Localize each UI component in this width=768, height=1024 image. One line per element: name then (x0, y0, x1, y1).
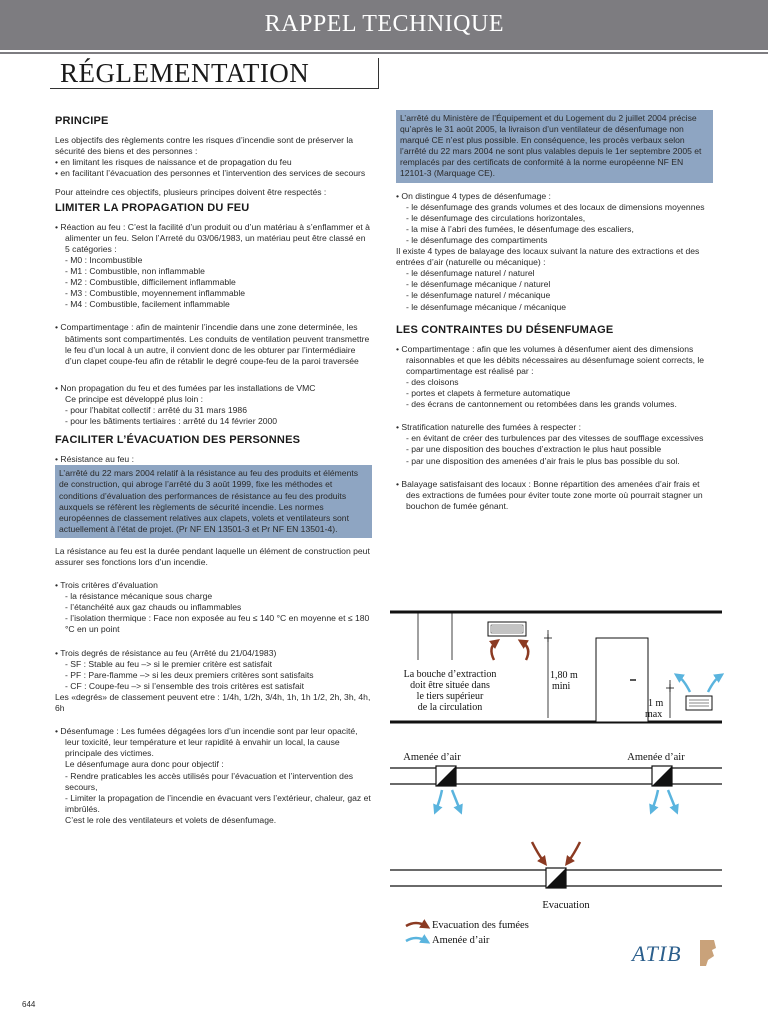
compartimentage: • Compartimentage : afin de maintenir l’incendie dans une zone determinée, les bâtiments sont compartimentés. Les conduits de ventilation peuvent transmettre le feu d’un local à un autre, il convient donc de les obturer par l’intermédiaire d’un clapet coupe-feu afin de rétablir le degré coupe-feu de la paroi traversée (55, 322, 370, 366)
air-arrow-right (708, 676, 720, 692)
section-title-faciliter: FACILITER L’ÉVACUATION DES PERSONNES (55, 434, 301, 447)
svg-text:de la circulation: de la circulation (417, 702, 483, 713)
header-title: RAPPEL TECHNIQUE (264, 11, 504, 37)
critere-item: - l’isolation thermique : Face non exposée au feu ≤ 140 °C en moyenne et ≤ 180 °C en un point (65, 613, 370, 635)
air-arrow-duct-left-b (452, 790, 460, 810)
balayage-item: - le désenfumage mécanique / mécanique (406, 301, 567, 312)
page-number: 644 (22, 1000, 36, 1009)
principe-outro: Pour atteindre ces objectifs, plusieurs principes doivent être respectés : (55, 187, 327, 198)
desenfumage-sub: - Rendre praticables les accès utilisés pour l’évacuation et l’intervention des secours, (65, 770, 354, 792)
air-inlet-grille-icon (686, 696, 712, 710)
types-title: • On distingue 4 types de désenfumage : (396, 190, 551, 201)
category-item: - M2 : Combustible, difficilement inflammable (65, 277, 236, 288)
smoke-arrow-evac-right (568, 842, 580, 862)
resistance-label: • Résistance au feu : (55, 454, 134, 465)
category-item: - M0 : Incombustible (65, 254, 143, 265)
contrainte-stratification: • Stratification naturelle des fumées à respecter : (396, 422, 582, 433)
degres-title: • Trois degrés de résistance au feu (Arrêté du 21/04/1983) (55, 647, 277, 658)
desenfumage-sub: Le désenfumage aura donc pour objectif : (65, 759, 224, 770)
duct-schematic (390, 752, 722, 911)
strat-sub: - par une disposition des amenées d’air frais le plus bas possible du sol. (406, 455, 680, 466)
section-title-contraintes: LES CONTRAINTES DU DÉSENFUMAGE (396, 323, 614, 336)
atib-logo (630, 938, 722, 968)
bouche-extraction-note (404, 669, 497, 713)
compart-sub: - portes et clapets à fermeture automatique (406, 388, 571, 399)
strat-sub: - par une disposition des bouches d’extraction le plus haut possible (406, 444, 662, 455)
header-rule (0, 52, 768, 54)
category-item: - M3 : Combustible, moyennement inflammable (65, 288, 246, 299)
corridor-section (390, 612, 722, 722)
vmc-sub: Ce principe est développé plus loin : (65, 393, 204, 404)
smoke-arrow-evac-left (532, 842, 544, 862)
svg-text:le tiers supérieur: le tiers supérieur (416, 691, 484, 702)
balayage-item: - le désenfumage mécanique / naturel (406, 279, 551, 290)
air-arrow-duct-right-b (668, 790, 676, 810)
svg-text:doit être située dans: doit être située dans (410, 680, 490, 691)
type-item: - la mise à l’abri des fumées, le désenfumage des escaliers, (406, 223, 634, 234)
section-title-limiter: LIMITER LA PROPAGATION DU FEU (55, 201, 250, 214)
principe-intro: Les objectifs des règlements contre les risques d’incendie sont de préserver la sécurité des biens et des personnes : (55, 135, 354, 157)
title-frame-horizontal (50, 88, 379, 89)
strat-sub: - en évitant de créer des turbulences par des vitesses de soufflage excessives (406, 433, 704, 444)
reaction-au-feu: • Réaction au feu : C’est la facilité d’un produit ou d’un matériau à s’enflammer et à alimenter un feu. Selon l’Arreté du 03/06/1983, un matériau peut être classé en 5 catégories : (55, 221, 370, 254)
criteres-title: • Trois critères d’évaluation (55, 580, 158, 591)
volet-right-icon (652, 766, 672, 786)
contrainte-compartimentage: • Compartimentage : afin que les volumes à désenfumer aient des dimensions raisonnables et que les débits nécessaires au désenfumage soient corrects, le compartimentage est réalisé par : (396, 343, 705, 376)
smoke-arrow-right (522, 642, 528, 660)
amenee-left-label: Amenée d’air (403, 752, 461, 763)
critere-item: - la résistance mécanique sous charge (65, 591, 213, 602)
dim-max-label: max (645, 709, 663, 720)
dim-180-label: 1,80 m (550, 670, 578, 681)
principe-bullet: • en facilitant l’évacuation des personnes et l’intervention des services de secours (55, 168, 366, 179)
extraction-grille-icon (488, 622, 526, 636)
balayage-intro: Il existe 4 types de balayage des locaux suivant la nature des extractions et des entrées d’air (naturelle ou mécanique) : (396, 246, 700, 268)
amenee-right-label: Amenée d’air (627, 752, 685, 763)
type-item: - le désenfumage des compartiments (406, 234, 548, 245)
diagram-legend (406, 920, 529, 946)
principe-bullet: • en limitant les risques de naissance et de propagation du feu (55, 157, 292, 168)
critere-item: - l’étanchéité aux gaz chauds ou inflammables (65, 602, 242, 613)
resistance-definition: La résistance au feu est la durée pendant laquelle un élément de construction peut assurer ses fonctions lors d’un incendie. (55, 545, 370, 567)
contrainte-balayage: • Balayage satisfaisant des locaux : Bonne répartition des amenées d’air frais et des extractions de fumées pour éviter toute zone morte où pourrait stagner un bouchon de fumée génant. (396, 478, 703, 511)
desenfumage-sub: - Limiter la propagation de l’incendie en évacuant vers l’extérieur, chaleur, gaz et imbrûlés. (65, 792, 371, 814)
door-icon (596, 638, 648, 722)
left-column (55, 116, 372, 826)
degre-item: - SF : Stable au feu –> si le premier critère est satisfait (65, 658, 273, 669)
air-arrow-left (678, 676, 690, 692)
degre-item: - PF : Pare-flamme –> si les deux premiers critères sont satisfaits (65, 669, 314, 680)
page-title: RÉGLEMENTATION (60, 58, 310, 88)
air-arrow-duct-left-a (436, 790, 442, 810)
air-arrow-duct-right-a (652, 790, 658, 810)
compart-sub: - des cloisons (406, 376, 459, 387)
category-item: - M1 : Combustible, non inflammable (65, 266, 205, 277)
category-item: - M4 : Combustible, facilement inflammable (65, 299, 230, 310)
degres-outro: Les «degrés» de classement peuvent etre : 1/4h, 1/2h, 3/4h, 1h, 1h 1/2, 2h, 3h, 4h, 6h (55, 691, 371, 714)
highlight-box-arrete-2004: L’arrêté du 22 mars 2004 relatif à la résistance au feu des produits et éléments de construction, qui abroge l’arrêté du 3 août 1999, fixe les méthodes et conditions d’évaluation des performances de résistance au feu des produits auxquels se réfèrent les règlements de sécurité incendie. Les normes européennes de classement relatives aux clapets, volets et ventilateurs sont actuellement à l’état de projet. (Pr NF EN 13501-3 et Pr NF EN 13501-4). (55, 465, 372, 538)
smoke-arrow-left (491, 642, 496, 660)
right-column (396, 110, 713, 512)
dim-1m-label: 1 m (648, 698, 664, 709)
legend-air-label: Amenée d’air (432, 935, 490, 946)
title-frame-vertical (378, 58, 379, 88)
desenfumage-sub: C’est le role des ventilateurs et volets de désenfumage. (65, 814, 277, 825)
balayage-item: - le désenfumage naturel / mécanique (406, 290, 551, 301)
balayage-item: - le désenfumage naturel / naturel (406, 268, 535, 279)
compart-sub: - des écrans de cantonnement ou retombées dans les grands volumes. (406, 399, 677, 410)
degre-item: - CF : Coupe-feu –> si l’ensemble des trois critères est satisfait (65, 680, 305, 691)
vmc-bullet: • Non propagation du feu et des fumées par les installations de VMC (55, 382, 316, 393)
legend-air-arrow (406, 938, 426, 941)
legend-smoke-arrow (406, 923, 426, 926)
vmc-sub: - pour l’habitat collectif : arrêté du 31 mars 1986 (65, 404, 247, 415)
type-item: - le désenfumage des grands volumes et des locaux de dimensions moyennes (406, 201, 705, 212)
volet-left-icon (436, 766, 456, 786)
desenfumage-bullet: • Désenfumage : Les fumées dégagées lors d’un incendie sont par leur opacité, leur toxicité, leur température et leur rapidité à envahir un local, la cause principale des victimes. (55, 726, 358, 759)
volet-evacuation-icon (546, 868, 566, 888)
dim-mini-label: mini (552, 681, 571, 692)
logo-face-icon (700, 940, 716, 966)
header-bar (0, 0, 768, 50)
evacuation-label: Evacuation (542, 900, 590, 911)
highlight-box-arrete-2005: L’arrêté du Ministère de l’Équipement et du Logement du 2 juillet 2004 précise qu’après le 31 août 2005, la livraison d’un ventilateur de désenfumage non marqué CE n’est plus possible. En conséquence, les procès verbaux selon l’arrêté du 22 mars 2004 ne sont plus valables depuis le 1er septembre 2005 et remplacés par des certificats de conformité à la norme européenne NF EN 12101-3 (Marquage CE). (396, 110, 713, 183)
svg-text:La bouche d’extraction: La bouche d’extraction (403, 669, 497, 680)
vmc-sub: - pour les bâtiments tertiaires : arrêté du 14 février 2000 (65, 416, 278, 427)
height-dimension-1m (666, 680, 674, 718)
desenfumage-diagram (390, 600, 730, 960)
legend-fumees-label: Evacuation des fumées (432, 920, 529, 931)
type-item: - le désenfumage des circulations horizontales, (406, 212, 586, 223)
section-title-principe: PRINCIPE (55, 115, 109, 127)
logo-text: ATIB (632, 941, 682, 966)
